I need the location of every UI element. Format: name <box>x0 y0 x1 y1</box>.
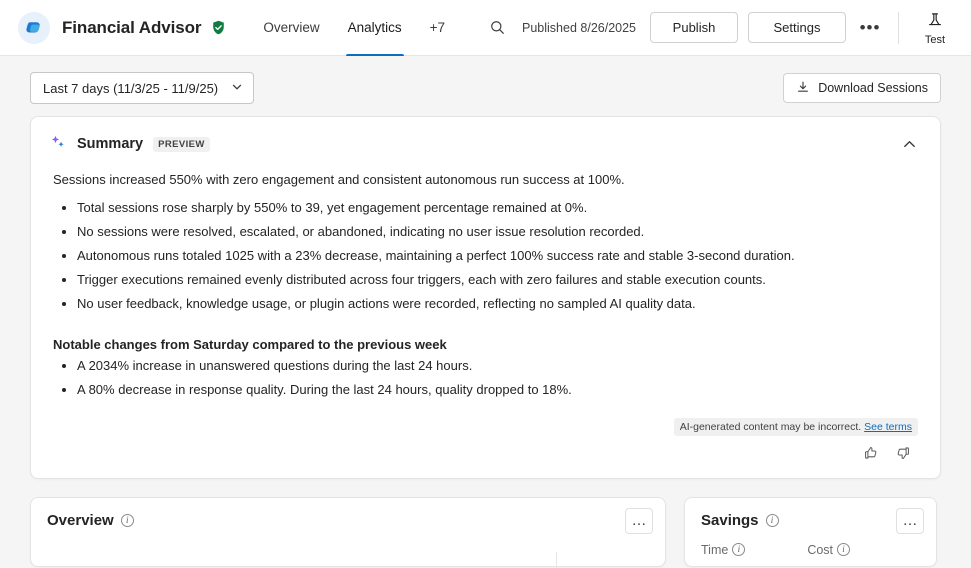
search-icon[interactable] <box>482 13 512 43</box>
list-item: • Trigger executions remained evenly distributed across four triggers, each with zero failures and stable execution counts. <box>77 270 918 290</box>
date-range-value: Last 7 days (11/3/25 - 11/9/25) <box>43 80 219 96</box>
savings-time-metric <box>701 543 745 557</box>
analytics-content <box>0 56 971 557</box>
overview-panel-header <box>47 512 649 529</box>
list-item: • No sessions were resolved, escalated, or abandoned, indicating no user issue resolution recorded. <box>77 222 918 242</box>
date-range-picker[interactable] <box>30 72 254 104</box>
summary-lead-text: Sessions increased 550% with zero engagement and consistent autonomous run success at 100%. <box>53 172 625 187</box>
savings-more-options-icon[interactable]: … <box>896 508 924 534</box>
app-header <box>0 0 971 56</box>
nav-item-label: +7 <box>429 20 446 35</box>
list-item: • Total sessions rose sharply by 550% to 39, yet engagement percentage remained at 0%. <box>77 198 918 218</box>
nav-item-analytics[interactable] <box>334 0 416 56</box>
chevron-down-icon <box>231 81 243 96</box>
info-icon[interactable]: i <box>732 543 745 556</box>
list-item: • No user feedback, knowledge usage, or plugin actions were recorded, reflecting no sampled AI quality data. <box>77 294 918 314</box>
published-status: Published 8/26/2025 <box>522 20 636 35</box>
app-logo-icon <box>18 12 50 44</box>
thumbs-up-icon[interactable] <box>860 442 882 464</box>
header-actions <box>482 10 957 46</box>
preview-badge: PREVIEW <box>153 137 210 152</box>
notable-changes-list <box>53 356 918 400</box>
ai-disclaimer <box>53 418 918 436</box>
feedback-controls <box>53 436 918 468</box>
thumbs-down-icon[interactable] <box>892 442 914 464</box>
publish-button[interactable]: Publish <box>650 12 738 43</box>
settings-button[interactable]: Settings <box>748 12 846 43</box>
info-icon[interactable]: i <box>121 514 134 527</box>
header-more-options-icon[interactable]: ••• <box>859 17 881 37</box>
collapse-summary-icon[interactable] <box>896 131 922 157</box>
summary-header <box>49 131 922 157</box>
nav-item-more-tabs[interactable] <box>416 0 459 56</box>
test-flask-icon <box>926 10 944 33</box>
see-terms-link[interactable]: See terms <box>864 420 912 433</box>
savings-panel-title: Savings <box>701 511 759 529</box>
summary-card <box>30 116 941 479</box>
savings-metrics <box>701 543 920 557</box>
download-sessions-button[interactable] <box>783 73 941 103</box>
savings-time-label: Time <box>701 542 729 557</box>
ai-disclaimer-text <box>674 418 918 436</box>
info-icon[interactable]: i <box>837 543 850 556</box>
nav-item-label: Overview <box>263 20 320 35</box>
summary-bullet-list <box>53 198 918 315</box>
analytics-toolbar <box>18 56 953 116</box>
header-divider <box>898 12 899 44</box>
list-item: • Autonomous runs totaled 1025 with a 23% decrease, maintaining a perfect 100% success rate and stable 3-second duration. <box>77 246 918 266</box>
notable-changes-heading: Notable changes from Saturday compared to the previous week <box>53 336 447 352</box>
summary-title: Summary <box>77 136 144 152</box>
nav-item-overview[interactable] <box>249 0 333 56</box>
info-icon[interactable]: i <box>766 514 779 527</box>
savings-panel-header <box>701 512 920 529</box>
download-icon <box>796 80 810 97</box>
copilot-sparkle-icon <box>49 133 67 156</box>
ai-disclaimer-label: AI-generated content may be incorrect. <box>679 420 862 433</box>
overview-panel <box>30 497 666 567</box>
savings-cost-metric <box>807 543 850 557</box>
nav-item-label: Analytics <box>347 20 402 35</box>
savings-panel <box>684 497 937 567</box>
summary-body <box>49 157 922 468</box>
page-title: Financial Advisor <box>62 17 202 37</box>
test-button[interactable] <box>913 10 957 46</box>
overview-panel-title: Overview <box>47 511 114 529</box>
test-button-label: Test <box>924 33 946 46</box>
list-item: • A 2034% increase in unanswered questions during the last 24 hours. <box>77 356 918 376</box>
metrics-panels <box>30 497 941 567</box>
savings-cost-label: Cost <box>807 542 834 557</box>
list-item: • A 80% decrease in response quality. During the last 24 hours, quality dropped to 18%. <box>77 380 918 400</box>
panel-divider <box>556 552 557 568</box>
shield-check-icon <box>209 19 227 37</box>
overview-more-options-icon[interactable]: … <box>625 508 653 534</box>
main-nav <box>249 0 459 56</box>
download-sessions-label: Download Sessions <box>818 81 928 95</box>
